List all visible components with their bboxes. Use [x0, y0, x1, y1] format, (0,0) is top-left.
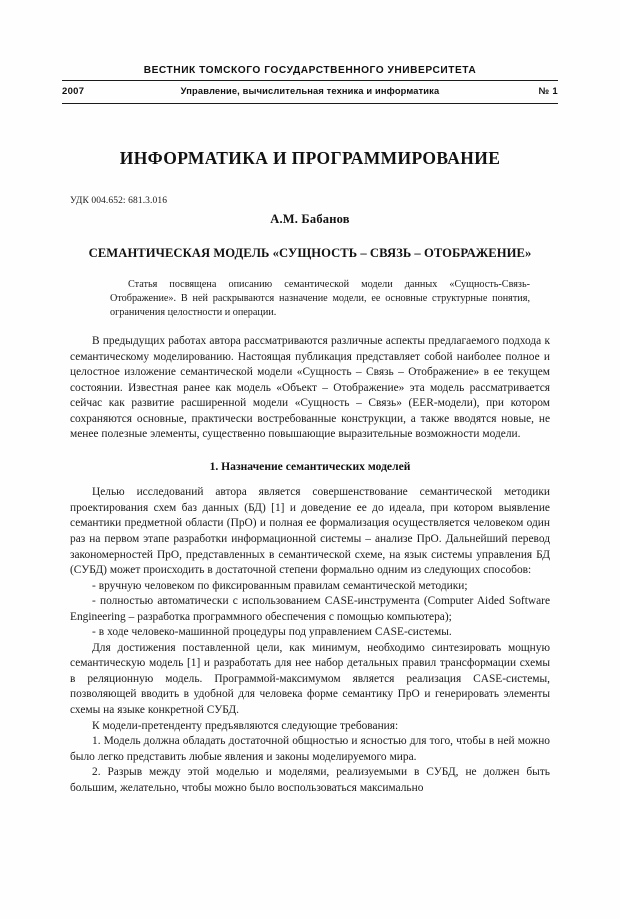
section-bullet-1: - вручную человеком по фиксированным правилам семантической методики;	[92, 579, 468, 592]
requirement-item-1: 1. Модель должна обладать достаточной общностью и ясностью для того, чтобы в ней можно было легко представить любые явления и законы моделируемого мира.	[70, 735, 550, 763]
intro-paragraph: В предыдущих работах автора рассматриваются различные аспекты предлагаемого подхода к семантическому моделированию. Настоящая публикация представляет собой наиболее полное и целостное изложение семантической модели «Сущность – Связь – Отображение» в ее текущем состоянии. Известная ранее как модель «Объект – Отображение» эта модель рассматривается сейчас как развитие расширенной модели «Сущность – Связь» (EER-модели), при котором сохраняются основные, практически востребованные конструкции, а также вводятся новые, не менее полезные элементы, существенно повышающие выразительные возможности модели.	[70, 335, 550, 441]
author-name: А.М. Бабанов	[270, 212, 350, 226]
issue-number-label: № 1	[538, 86, 558, 97]
section-heading-block	[70, 459, 550, 475]
issue-subject-label: Управление, вычислительная техника и информатика	[180, 86, 440, 97]
udk-code: УДК 004.652: 681.3.016	[70, 196, 168, 206]
section-bullet-3: - в ходе человеко-машинной процедуры под управлением CASE-системы.	[92, 626, 452, 639]
issue-year-label: 2007	[62, 86, 85, 97]
rubric-heading: ИНФОРМАТИКА И ПРОГРАММИРОВАНИЕ	[119, 148, 501, 168]
body-text-column	[70, 334, 550, 796]
journal-masthead: ВЕСТНИК ТОМСКОГО ГОСУДАРСТВЕННОГО УНИВЕРСИТЕТА	[143, 64, 477, 76]
abstract-text: Статья посвящена описанию семантической модели данных «Сущность-Связь-Отображение». В ней раскрываются назначение модели, ее основные структурные понятия, ограничения целостности и операции.	[110, 279, 530, 319]
requirement-item-2: 2. Разрыв между этой моделью и моделями, реализуемыми в СУБД, не должен быть большим, желательно, чтобы можно было воспользоваться максимально	[70, 766, 550, 794]
issue-info-row	[62, 86, 558, 102]
section-paragraph-2: Для достижения поставленной цели, как минимум, необходимо синтезировать мощную семантическую модель [1] и разработать для нее набор детальных правил трансформации схемы в реляционную модель. Программой-максимумом является реализация CASE-системы, позволяющей вводить в удобной для человека форме семантику ПрО и генерировать элементы схемы на языке конкретной СУБД.	[70, 641, 550, 716]
header-rule-top	[62, 80, 558, 81]
article-title: СЕМАНТИЧЕСКАЯ МОДЕЛЬ «СУЩНОСТЬ – СВЯЗЬ – ОТОБРАЖЕНИЕ»	[88, 246, 532, 260]
section-paragraph-1: Целью исследований автора является совершенствование семантической методики проектирования схем баз данных (БД) [1] и доведение ее до идеала, при котором выявление семантики предметной области (ПрО) и полная ее формализация осуществляется человеком один раз на первом этапе разработки информационной системы – анализе ПрО. Дальнейший перевод закономерностей ПрО, представленных в семантической схеме, на язык системы управления БД (СУБД) может происходить в достаточной степени формально одним из следующих способов:	[70, 486, 550, 577]
section-bullet-2: - полностью автоматически с использованием CASE-инструмента (Computer Aided Software Engineering – разработка программного обеспечения с помощью компьютера);	[70, 595, 550, 623]
section-heading: 1. Назначение семантических моделей	[209, 459, 411, 473]
header-rule-bottom	[62, 103, 558, 104]
section-paragraph-3: К модели-претенденту предъявляются следующие требования:	[92, 719, 399, 732]
